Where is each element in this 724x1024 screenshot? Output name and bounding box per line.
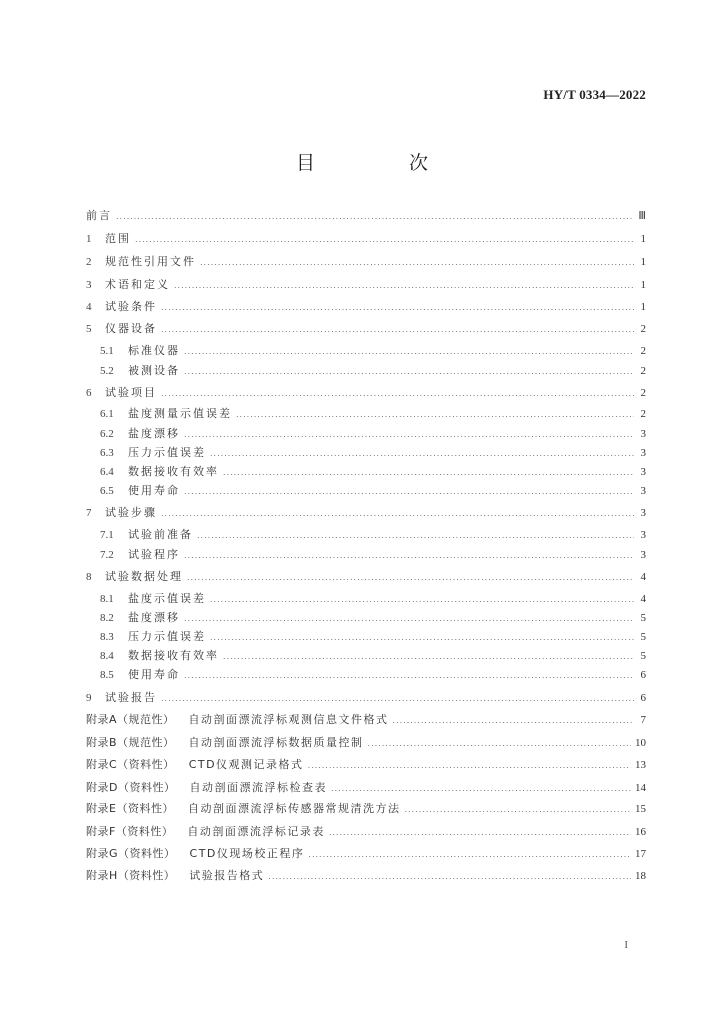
toc-entry-number: 7 <box>86 507 92 519</box>
toc-entry[interactable] <box>86 847 646 862</box>
toc-leader-dots <box>184 428 634 442</box>
toc-entry[interactable] <box>86 570 646 585</box>
toc-entry[interactable] <box>100 484 646 499</box>
table-of-contents <box>86 0 646 1024</box>
toc-entry-label: 自动剖面漂流浮标传感器常规清洗方法 <box>187 802 401 815</box>
toc-entry-page: 14 <box>635 782 646 794</box>
toc-entry-page: 1 <box>640 233 646 245</box>
toc-entry[interactable] <box>86 758 646 773</box>
toc-entry-number: 6.3 <box>100 447 114 459</box>
toc-entry-label: 自动剖面漂流浮标检查表 <box>189 781 327 794</box>
toc-entry-page: 4 <box>640 593 646 605</box>
toc-entry-label: 数据接收有效率 <box>128 465 219 478</box>
toc-entry-label: 试验报告 <box>105 691 157 704</box>
toc-entry[interactable] <box>86 386 646 401</box>
toc-leader-dots <box>329 826 631 840</box>
toc-entry-label: 使用寿命 <box>128 668 180 681</box>
toc-leader-dots <box>210 447 634 461</box>
toc-entry-page: 18 <box>635 870 646 882</box>
toc-entry-label: 盐度测量示值误差 <box>128 407 232 420</box>
toc-entry-label: CTD仪现场校正程序 <box>189 847 305 860</box>
toc-leader-dots <box>200 256 634 270</box>
toc-entry[interactable] <box>86 506 646 521</box>
toc-entry-page: 1 <box>640 279 646 291</box>
toc-entry-number: 1 <box>86 233 92 245</box>
toc-entry-page: 2 <box>640 323 646 335</box>
toc-entry-page: 6 <box>640 692 646 704</box>
toc-entry-number: 5 <box>86 323 92 335</box>
toc-entry-page: 3 <box>640 549 646 561</box>
toc-entry-page: 6 <box>640 669 646 681</box>
toc-leader-dots <box>223 650 634 664</box>
toc-entry-label: 试验条件 <box>105 300 157 313</box>
toc-leader-dots <box>197 529 634 543</box>
toc-entry-number: 7.2 <box>100 549 114 561</box>
toc-entry[interactable] <box>100 592 646 607</box>
toc-leader-dots <box>223 466 634 480</box>
toc-entry-label: 自动剖面漂流浮标观测信息文件格式 <box>188 713 389 726</box>
toc-entry[interactable] <box>100 446 646 461</box>
toc-entry-label: 被测设备 <box>128 364 180 377</box>
toc-entry-label: CTD仪观测记录格式 <box>188 758 304 771</box>
toc-entry-label: 试验步骤 <box>105 506 157 519</box>
toc-entry-number: 8.4 <box>100 650 114 662</box>
toc-leader-dots <box>184 612 634 626</box>
toc-entry-number: 附录C（资料性） <box>86 758 175 771</box>
toc-entry-number: 附录H（资料性） <box>86 869 176 882</box>
toc-entry-label: 自动剖面漂流浮标记录表 <box>187 825 325 838</box>
toc-entry[interactable] <box>86 209 646 224</box>
toc-entry-number: 8 <box>86 571 92 583</box>
toc-entry[interactable] <box>86 825 646 840</box>
toc-entry-number: 8.1 <box>100 593 114 605</box>
toc-entry-label: 规范性引用文件 <box>105 255 196 268</box>
toc-entry-number: 附录D（资料性） <box>86 781 176 794</box>
toc-entry-number: 8.3 <box>100 631 114 643</box>
toc-entry[interactable] <box>100 668 646 683</box>
toc-leader-dots <box>331 782 631 796</box>
toc-leader-dots <box>210 631 634 645</box>
toc-entry-label: 术语和定义 <box>105 278 170 291</box>
toc-entry-label: 试验前准备 <box>128 528 193 541</box>
toc-entry[interactable] <box>100 407 646 422</box>
toc-entry[interactable] <box>100 649 646 664</box>
toc-entry[interactable] <box>100 630 646 645</box>
toc-leader-dots <box>184 549 634 563</box>
toc-entry-label: 使用寿命 <box>128 484 180 497</box>
toc-entry-label: 前言 <box>86 209 112 222</box>
toc-entry-number: 附录B（规范性） <box>86 736 175 749</box>
toc-leader-dots <box>174 279 634 293</box>
toc-entry-number: 附录E（资料性） <box>86 802 174 815</box>
toc-entry[interactable] <box>86 232 646 247</box>
toc-leader-dots <box>161 387 634 401</box>
toc-entry-label: 压力示值误差 <box>128 630 206 643</box>
toc-entry[interactable] <box>86 255 646 270</box>
page-title: 目 次 <box>295 152 473 174</box>
toc-entry-number: 6.4 <box>100 466 114 478</box>
toc-entry[interactable] <box>86 691 646 706</box>
toc-leader-dots <box>184 365 634 379</box>
toc-leader-dots <box>161 692 634 706</box>
toc-entry[interactable] <box>86 300 646 315</box>
toc-leader-dots <box>210 593 634 607</box>
toc-leader-dots <box>184 345 634 359</box>
toc-leader-dots <box>393 714 634 728</box>
toc-entry-label: 标准仪器 <box>128 344 180 357</box>
toc-entry[interactable] <box>86 713 646 728</box>
toc-leader-dots <box>268 870 631 884</box>
toc-entry-page: 2 <box>640 387 646 399</box>
toc-entry-page: 13 <box>635 759 646 771</box>
toc-entry-number: 8.2 <box>100 612 114 624</box>
toc-leader-dots <box>308 848 631 862</box>
toc-leader-dots <box>116 210 634 224</box>
standard-number: HY/T 0334—2022 <box>543 87 646 102</box>
toc-entry-page: 2 <box>640 345 646 357</box>
toc-entry-page: 3 <box>640 485 646 497</box>
toc-entry[interactable] <box>86 802 646 817</box>
toc-entry[interactable] <box>100 427 646 442</box>
toc-entry-page: 3 <box>640 466 646 478</box>
toc-entry-number: 8.5 <box>100 669 114 681</box>
toc-entry-number: 6.5 <box>100 485 114 497</box>
toc-leader-dots <box>161 323 634 337</box>
toc-entry-label: 试验项目 <box>105 386 157 399</box>
toc-entry-page: 3 <box>640 428 646 440</box>
toc-leader-dots <box>135 233 634 247</box>
toc-entry-page: 3 <box>640 507 646 519</box>
toc-entry-number: 6.2 <box>100 428 114 440</box>
toc-entry[interactable] <box>86 278 646 293</box>
toc-entry-page: 2 <box>640 365 646 377</box>
toc-entry-page: 5 <box>640 650 646 662</box>
toc-entry[interactable] <box>100 364 646 379</box>
toc-entry-number: 4 <box>86 301 92 313</box>
toc-entry-page: 4 <box>640 571 646 583</box>
toc-entry-page: 5 <box>640 631 646 643</box>
toc-leader-dots <box>308 759 631 773</box>
toc-entry-label: 压力示值误差 <box>128 446 206 459</box>
toc-entry-number: 6.1 <box>100 408 114 420</box>
toc-entry-page: 1 <box>640 301 646 313</box>
toc-entry-page: Ⅲ <box>638 210 646 222</box>
toc-entry-number: 7.1 <box>100 529 114 541</box>
toc-entry[interactable] <box>86 736 646 751</box>
toc-entry-page: 3 <box>640 529 646 541</box>
toc-entry[interactable] <box>86 869 646 884</box>
toc-leader-dots <box>404 803 631 817</box>
toc-entry-label: 范围 <box>105 232 131 245</box>
toc-entry[interactable] <box>100 548 646 563</box>
toc-entry-number: 6 <box>86 387 92 399</box>
toc-leader-dots <box>236 408 634 422</box>
toc-leader-dots <box>161 301 634 315</box>
footer-page-number: I <box>624 939 628 951</box>
toc-leader-dots <box>184 485 634 499</box>
toc-leader-dots <box>184 669 634 683</box>
toc-entry[interactable] <box>100 465 646 480</box>
toc-entry-label: 盐度示值误差 <box>128 592 206 605</box>
toc-entry-page: 10 <box>635 737 646 749</box>
toc-entry[interactable] <box>100 344 646 359</box>
toc-leader-dots <box>368 737 631 751</box>
toc-entry-number: 5.2 <box>100 365 114 377</box>
toc-entry-page: 15 <box>635 803 646 815</box>
toc-entry[interactable] <box>86 322 646 337</box>
toc-entry-label: 试验程序 <box>128 548 180 561</box>
toc-entry-page: 7 <box>640 714 646 726</box>
toc-entry-number: 附录G（资料性） <box>86 847 176 860</box>
toc-entry-label: 试验数据处理 <box>105 570 183 583</box>
toc-entry-page: 3 <box>640 447 646 459</box>
toc-entry-page: 16 <box>635 826 646 838</box>
toc-entry-page: 1 <box>640 256 646 268</box>
toc-entry-label: 数据接收有效率 <box>128 649 219 662</box>
toc-entry-label: 盐度漂移 <box>128 427 180 440</box>
toc-entry[interactable] <box>100 528 646 543</box>
toc-entry[interactable] <box>100 611 646 626</box>
toc-entry-number: 3 <box>86 279 92 291</box>
toc-entry-page: 2 <box>640 408 646 420</box>
toc-leader-dots <box>161 507 634 521</box>
toc-entry-page: 17 <box>635 848 646 860</box>
toc-entry-number: 5.1 <box>100 345 114 357</box>
toc-entry-page: 5 <box>640 612 646 624</box>
toc-entry-number: 附录F（资料性） <box>86 825 174 838</box>
toc-leader-dots <box>187 571 634 585</box>
toc-entry-number: 附录A（规范性） <box>86 713 175 726</box>
toc-entry-label: 自动剖面漂流浮标数据质量控制 <box>188 736 364 749</box>
toc-entry-number: 2 <box>86 256 92 268</box>
toc-entry-number: 9 <box>86 692 92 704</box>
toc-entry[interactable] <box>86 781 646 796</box>
toc-entry-label: 试验报告格式 <box>189 869 265 882</box>
toc-entry-label: 仪器设备 <box>105 322 157 335</box>
toc-entry-label: 盐度漂移 <box>128 611 180 624</box>
